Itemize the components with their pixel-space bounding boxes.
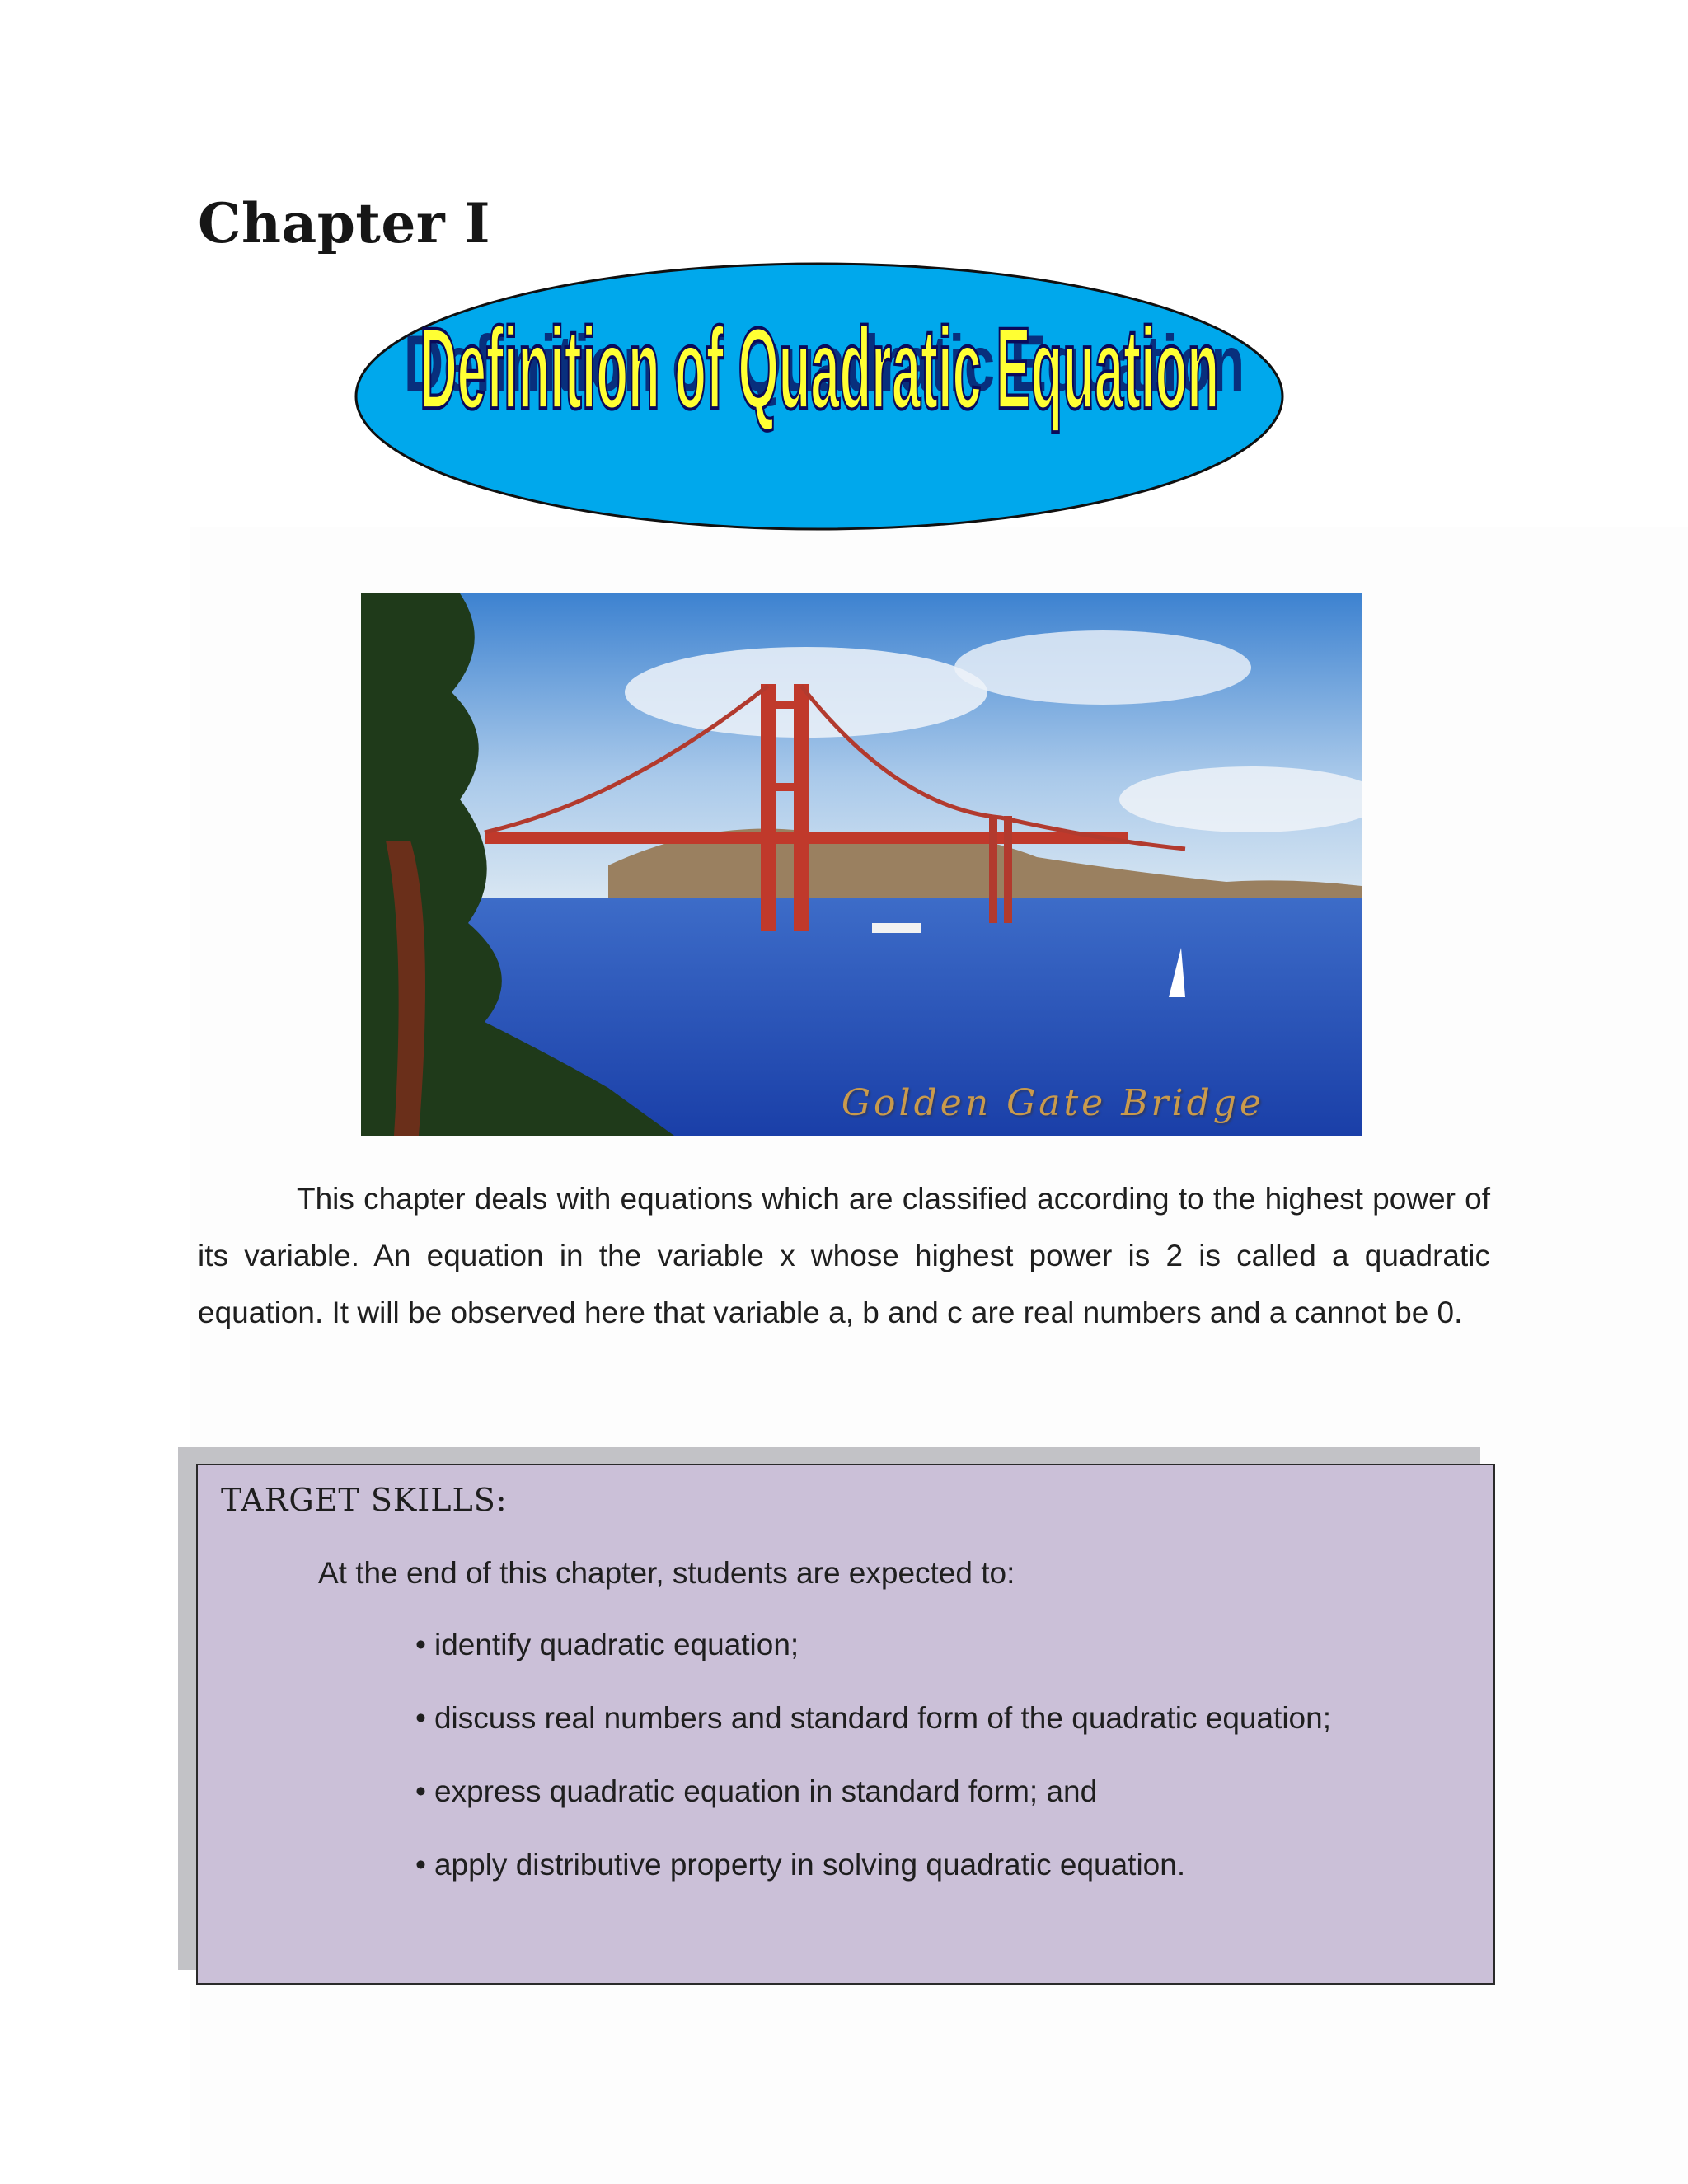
bullet-icon: • — [415, 1628, 426, 1661]
banner-title: Definition of Quadratic Equation — [420, 303, 1219, 434]
bullet-icon: • — [415, 1848, 426, 1882]
skill-text: apply distributive property in solving quadratic equation. — [434, 1848, 1186, 1882]
photo-caption: Golden Gate Bridge — [841, 1082, 1264, 1124]
bridge-tower-brace — [761, 701, 809, 709]
bridge-tower-brace — [761, 783, 809, 791]
bridge-tower — [761, 684, 776, 931]
cloud — [954, 630, 1251, 705]
skills-lead: At the end of this chapter, students are expected to: — [318, 1556, 1015, 1590]
intro-paragraph: This chapter deals with equations which are classified according to the highest power of its variable. An equation in the variable x whose highest power is 2 is called a quadratic equation. It will be observed here that variable a, b and c are real numbers and a cannot be 0. — [198, 1182, 1490, 1329]
bullet-icon: • — [415, 1701, 426, 1735]
skill-text: discuss real numbers and standard form of the quadratic equation; — [434, 1701, 1331, 1735]
target-skills-box — [196, 1464, 1495, 1985]
banner-title-shadow: Definition of Quadratic Equation — [403, 318, 1245, 408]
chapter-heading: Chapter I — [198, 191, 491, 255]
skill-item — [415, 1774, 1331, 1847]
skill-text: express quadratic equation in standard form; and — [434, 1774, 1098, 1808]
bridge-tower — [1004, 816, 1012, 923]
skill-item — [415, 1700, 1331, 1774]
skill-text: identify quadratic equation; — [434, 1628, 799, 1661]
boat — [872, 923, 921, 933]
golden-gate-bridge-photo — [361, 593, 1362, 1136]
bridge-tower — [794, 684, 809, 931]
bullet-icon: • — [415, 1774, 426, 1808]
skills-title: TARGET SKILLS: — [221, 1482, 508, 1518]
skills-list — [415, 1627, 1331, 1920]
skill-item — [415, 1847, 1331, 1920]
chapter-title-banner — [353, 260, 1286, 532]
skill-item — [415, 1627, 1331, 1700]
bridge-tower — [989, 816, 997, 923]
